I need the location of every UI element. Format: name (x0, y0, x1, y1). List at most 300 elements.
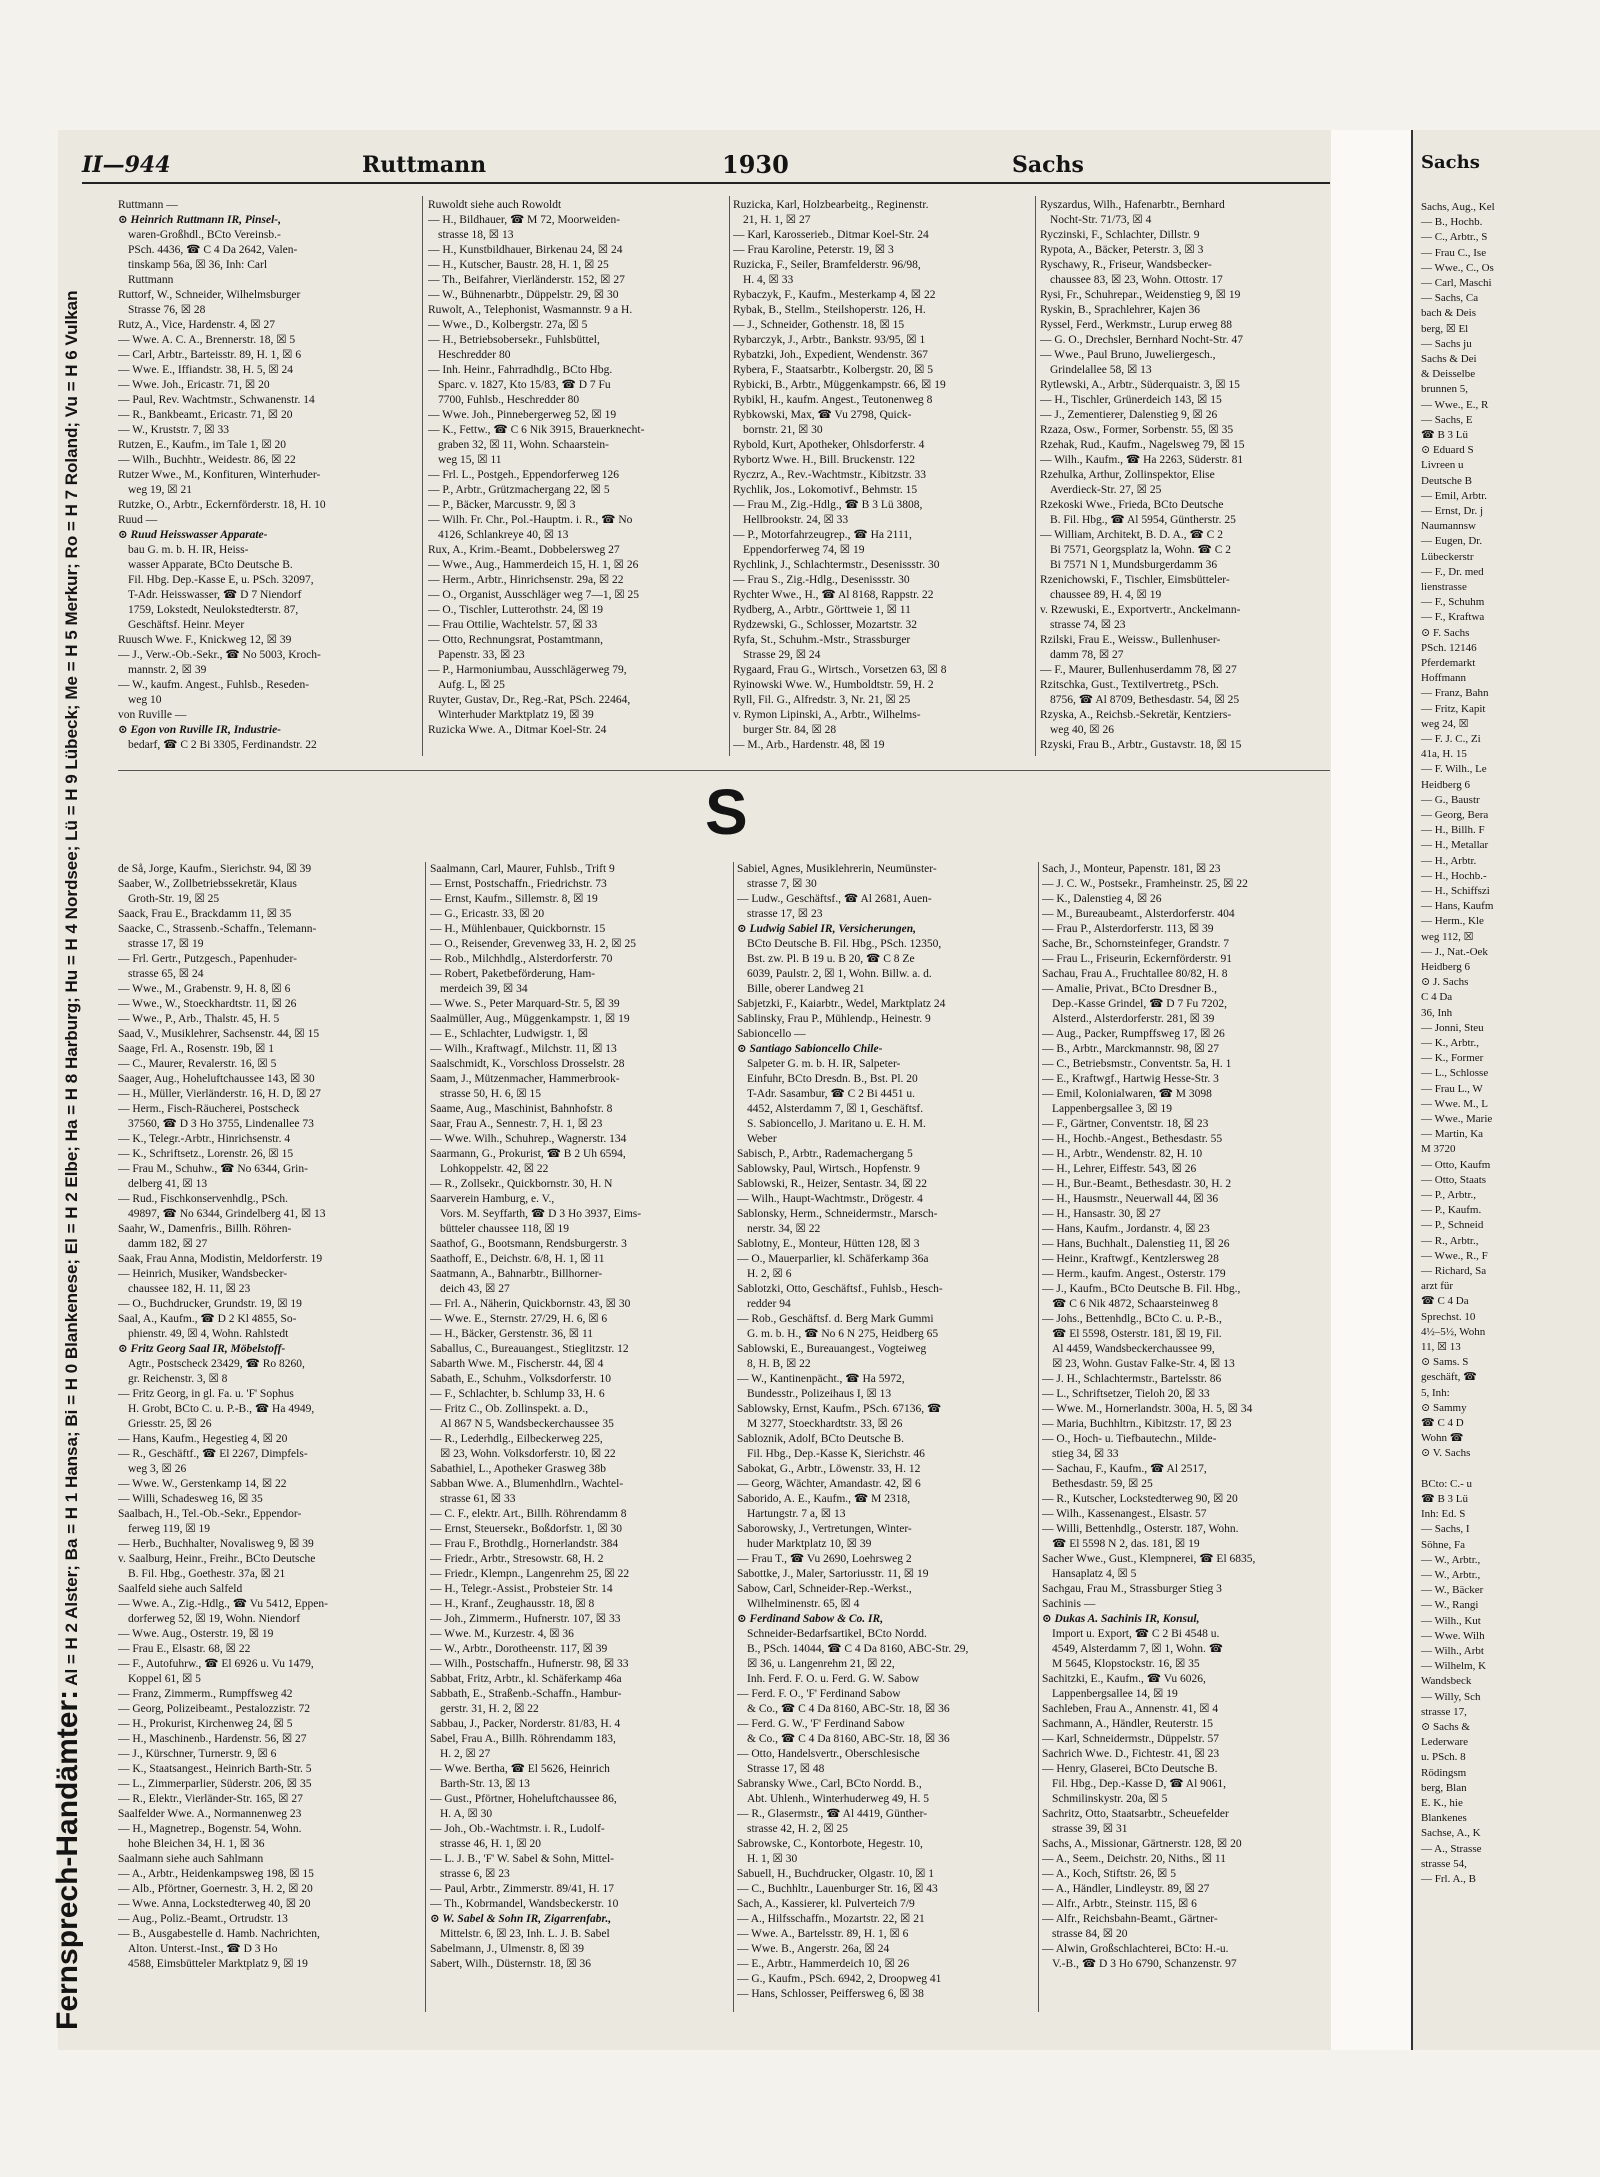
directory-entry-line: — M., Bureaubeamt., Alsterdorferstr. 404 (1042, 908, 1235, 920)
directory-entry-line: redder 94 (747, 1298, 791, 1310)
directory-entry-line: Saar, Frau A., Sennestr. 7, H. 1, ☒ 23 (430, 1118, 603, 1130)
adjacent-entry-line: ☎ C 4 Da (1421, 1295, 1469, 1308)
directory-entry-line: Ruzicka, Karl, Holzbearbeitg., Reginenstr. (733, 199, 929, 211)
column-rule (1038, 862, 1039, 2012)
directory-entry-line: Sach, J., Monteur, Papenstr. 181, ☒ 23 (1042, 863, 1221, 875)
directory-entry-line: Mittelstr. 6, ☒ 23, Inh. L. J. B. Sabel (440, 1928, 610, 1940)
page-gutter (1331, 130, 1411, 2050)
column-rule (733, 862, 734, 2012)
top-column-1 (118, 198, 416, 753)
directory-entry-line: Ruttmann — (118, 199, 178, 211)
adjacent-entry-line: — H., Schiffszi (1421, 885, 1490, 897)
adjacent-entry-line: ☎ C 4 D (1421, 1417, 1464, 1429)
directory-entry-line: Saathoff, E., Deichstr. 6/8, H. 1, ☒ 11 (430, 1253, 605, 1265)
adjacent-entry-line: — Wwe., E., R (1421, 398, 1489, 411)
directory-entry-line: Bi 7571 N 1, Mundsburgerdamm 36 (1050, 559, 1218, 571)
directory-entry-line: strasse 39, ☒ 31 (1052, 1823, 1128, 1835)
adjacent-entry-line: ⊙ J. Sachs (1421, 976, 1469, 989)
directory-entry-line: — Frau E., Elsastr. 68, ☒ 22 (118, 1643, 251, 1655)
directory-entry-line: Ruud — (118, 514, 158, 526)
directory-entry-line: weg 10 (128, 694, 162, 706)
directory-entry-line: gr. Reichenstr. 3, ☒ 8 (128, 1373, 228, 1385)
adjacent-entry-line: — Wilh., Arbt (1421, 1645, 1484, 1657)
directory-entry-line: — H., Müller, Vierländerstr. 16, H. D, ☒ 27 (118, 1088, 321, 1100)
directory-entry-line: Rybicki, B., Arbtr., Müggenkampstr. 66, ☒ 19 (733, 379, 946, 391)
directory-entry-line: — R., Elektr., Vierländer-Str. 165, ☒ 27 (118, 1793, 303, 1805)
directory-entry-line: — C., Buchhltr., Lauenburger Str. 16, ☒ 43 (737, 1883, 938, 1895)
directory-entry-line: — Wwe., Aug., Hammerdeich 15, H. 1, ☒ 26 (428, 559, 639, 571)
directory-entry-line: — Ernst, Kaufm., Sillemstr. 8, ☒ 19 (430, 893, 598, 905)
adjacent-entry-line: berg, ☒ El (1421, 322, 1469, 335)
directory-entry-line: ☒ 23, Wohn. Volksdorferstr. 10, ☒ 22 (440, 1448, 616, 1460)
directory-entry-line: Ryfa, St., Schuhm.-Mstr., Strassburger (733, 634, 911, 646)
directory-entry-line: Saahr, W., Damenfris., Billh. Röhren- (118, 1223, 292, 1235)
directory-entry-line: stieg 34, ☒ 33 (1052, 1448, 1119, 1460)
directory-entry-line: Groth-Str. 19, ☒ 25 (128, 893, 220, 905)
page-number: II—944 (82, 152, 171, 178)
directory-entry-line: Sablotny, E., Monteur, Hütten 128, ☒ 3 (737, 1238, 920, 1250)
directory-entry-line: — Wilh., Haupt-Wachtmstr., Drögestr. 4 (737, 1193, 923, 1205)
adjacent-entry-line: — F., Kraftwa (1421, 611, 1485, 624)
directory-entry-line: Ruwoldt siehe auch Rowoldt (428, 199, 562, 211)
directory-entry-line: Ruyter, Gustav, Dr., Reg.-Rat, PSch. 22464, (428, 694, 631, 706)
adjacent-entry-line: Sachs, Aug., Kel (1421, 201, 1495, 213)
directory-entry-line: — P., Bäcker, Marcusstr. 9, ☒ 3 (428, 499, 576, 511)
directory-entry-line: M 5645, Klopstockstr. 16, ☒ 35 (1052, 1658, 1200, 1670)
adjacent-entry-line: — Sachs, E (1421, 413, 1473, 426)
directory-entry-line: — Wilh., Kraftwagf., Milchstr. 11, ☒ 13 (430, 1043, 617, 1055)
directory-entry-line: 37560, ☎ D 3 Ho 3755, Lindenallee 73 (128, 1118, 314, 1130)
directory-entry-line: Saalschmidt, K., Vorschloss Drosselstr. 28 (430, 1058, 625, 1070)
directory-entry-line: Lohkoppelstr. 42, ☒ 22 (440, 1163, 549, 1175)
directory-entry-line: — O., Reisender, Grevenweg 33, H. 2, ☒ 25 (430, 938, 636, 950)
directory-entry-line: Rybak, B., Stellm., Steilshoperstr. 126, H. (733, 304, 926, 316)
directory-entry-line: strasse 50, H. 6, ☒ 15 (440, 1088, 542, 1100)
directory-entry-line: strasse 46, H. 1, ☒ 20 (440, 1838, 542, 1850)
directory-entry-line: Inh. Ferd. F. O. u. Ferd. G. W. Sabow (747, 1673, 920, 1685)
directory-entry-line: — Wwe., W., Stoeckhardtstr. 11, ☒ 26 (118, 998, 297, 1010)
directory-entry-line: Sabarth Wwe. M., Fischerstr. 44, ☒ 4 (430, 1358, 604, 1370)
directory-entry-line: Schneider-Bedarfsartikel, BCto Nordd. (747, 1628, 927, 1640)
directory-entry-line: — Wwe. M., Kurzestr. 4, ☒ 36 (430, 1628, 574, 1640)
directory-entry-line: — E., Schlachter, Ludwigstr. 1, ☒ (430, 1028, 589, 1040)
directory-entry-line: — Frau F., Brothdlg., Hornerlandstr. 384 (430, 1538, 619, 1550)
directory-entry-line: — Wilh., Buchhtr., Weidestr. 86, ☒ 22 (118, 454, 296, 466)
adjacent-entry-line: 36, Inh (1421, 1006, 1453, 1019)
directory-entry-line: Rychlik, Jos., Lokomotivf., Behmstr. 15 (733, 484, 918, 496)
directory-entry-line: ⊙ Ferdinand Sabow & Co. IR, (737, 1613, 884, 1625)
directory-entry-line: Hartungstr. 7 a, ☒ 13 (747, 1508, 846, 1520)
directory-entry-line: Sabban Wwe. A., Blumenhdlrn., Wachtel- (430, 1478, 624, 1490)
directory-entry-line: — R., Geschäftf., ☎ El 2267, Dimpfels- (118, 1448, 308, 1460)
adjacent-entry-line: ⊙ V. Sachs (1421, 1447, 1471, 1460)
directory-entry-line: — Hans, Kaufm., Jordanstr. 4, ☒ 23 (1042, 1223, 1210, 1235)
directory-entry-line: — Carl, Arbtr., Barteisstr. 89, H. 1, ☒ 6 (118, 349, 302, 361)
directory-entry-line: — Wwe. A. C. A., Brennerstr. 18, ☒ 5 (118, 334, 296, 346)
directory-entry-line: v. Saalburg, Heinr., Freihr., BCto Deutsche (118, 1553, 316, 1565)
column-rule (1035, 196, 1036, 756)
directory-entry-line: — Frl. L., Postgeh., Eppendorferweg 126 (428, 469, 619, 481)
adjacent-entry-line: — G., Baustr (1421, 793, 1480, 806)
directory-entry-line: — K., Schriftsetz., Lorenstr. 26, ☒ 15 (118, 1148, 294, 1160)
directory-entry-line: Sabioncello — (737, 1028, 806, 1040)
directory-entry-line: — F., Gärtner, Conventstr. 18, ☒ 23 (1042, 1118, 1209, 1130)
directory-entry-line: — R., Bankbeamt., Ericastr. 71, ☒ 20 (118, 409, 293, 421)
directory-entry-line: G. m. b. H., ☎ No 6 N 275, Heidberg 65 (747, 1328, 939, 1340)
bottom-column-3 (737, 862, 1037, 2002)
adjacent-entry-line: ⊙ Sammy (1421, 1401, 1467, 1414)
directory-entry-line: Sacher Wwe., Gust., Klempnerei, ☎ El 6835, (1042, 1553, 1256, 1565)
adjacent-entry-line: lienstrasse (1421, 581, 1467, 593)
directory-entry-line: nerstr. 34, ☒ 22 (747, 1223, 821, 1235)
directory-entry-line: Einfuhr, BCto Dresdn. B., Bst. Pl. 20 (747, 1073, 918, 1085)
adjacent-entry-line: — R., Arbtr., (1421, 1234, 1479, 1247)
sidebar-title: Fernsprech-Handämter: (51, 1689, 84, 2030)
directory-entry-line: Nocht-Str. 71/73, ☒ 4 (1050, 214, 1152, 226)
adjacent-entry-line: — Wilhelm, K (1421, 1660, 1487, 1673)
directory-entry-line: Strasse 76, ☒ 28 (128, 304, 206, 316)
directory-entry-line: Sablinsky, Frau P., Mühlendp., Heinestr. 9 (737, 1013, 931, 1025)
directory-entry-line: ⊙ Dukas A. Sachinis IR, Konsul, (1042, 1613, 1200, 1625)
adjacent-entry-line: geschäft, ☎ (1421, 1371, 1477, 1384)
adjacent-entry-line: — Herm., Kle (1421, 915, 1484, 928)
directory-entry-line: — Henry, Glaserei, BCto Deutsche B. (1042, 1763, 1218, 1775)
directory-entry-line: Hellbrookstr. 24, ☒ 33 (743, 514, 849, 526)
directory-entry-line: — H., Kutscher, Baustr. 28, H. 1, ☒ 25 (428, 259, 609, 271)
bottom-column-1 (118, 862, 418, 1972)
directory-entry-line: — Hans, Schlosser, Peiffersweg 6, ☒ 38 (737, 1988, 924, 2000)
directory-entry-line: — Karl, Karosseriеb., Ditmar Koel-Str. 24 (733, 229, 929, 241)
directory-entry-line: 4452, Alsterdamm 7, ☒ 1, Geschäftsf. (747, 1103, 924, 1115)
directory-entry-line: — K., Staatsangest., Heinrich Barth-Str. 5 (118, 1763, 312, 1775)
directory-entry-line: — Aug., Packer, Rumpffsweg 17, ☒ 26 (1042, 1028, 1225, 1040)
adjacent-entry-line: — H., Billh. F (1421, 824, 1485, 837)
directory-entry-line: Sablowsky, Paul, Wirtsch., Hopfenstr. 9 (737, 1163, 920, 1175)
directory-entry-line: Ryczrz, A., Rev.-Wachtmstr., Kibitzstr. 33 (733, 469, 927, 481)
adjacent-entry-line: ⊙ F. Sachs (1421, 626, 1470, 639)
directory-entry-line: T-Adr. Sasambur, ☎ C 2 Bi 4451 u. (747, 1088, 916, 1100)
top-column-3 (733, 198, 1029, 753)
directory-entry-line: — Wwe. E., Sternstr. 27/29, H. 6, ☒ 6 (430, 1313, 608, 1325)
directory-entry-line: — H., Mühlenbauer, Quickbornstr. 15 (430, 923, 606, 935)
directory-entry-line: gerstr. 31, H. 2, ☒ 22 (440, 1703, 539, 1715)
directory-entry-line: ☒ 36, u. Langenrehm 21, ☒ 22, (747, 1658, 895, 1670)
directory-entry-line: Sabbau, J., Packer, Norderstr. 81/83, H. 4 (430, 1718, 621, 1730)
directory-entry-line: — Ferd. F. O., 'F' Ferdinand Sabow (737, 1688, 901, 1700)
directory-entry-line: — R., Kutscher, Lockstedterweg 90, ☒ 20 (1042, 1493, 1238, 1505)
adjacent-entry-line: 41a, H. 15 (1421, 748, 1467, 761)
adjacent-entry-line: ☎ B 3 Lü (1421, 429, 1469, 441)
adjacent-entry-line: — W., Rangi (1421, 1599, 1479, 1612)
directory-entry-line: Vors. M. Seyffarth, ☎ D 3 Ho 3937, Eims- (440, 1208, 642, 1220)
directory-entry-line: weg 19, ☒ 21 (128, 484, 192, 496)
directory-entry-line: — Herm., Arbtr., Hinrichsenstr. 29a, ☒ 22 (428, 574, 624, 586)
directory-entry-line: Dep.-Kasse Grindel, ☎ D 7 Fu 7202, (1052, 998, 1227, 1010)
directory-entry-line: — R., Glasermstr., ☎ Al 4419, Günther- (737, 1808, 928, 1820)
directory-entry-line: Sablonsky, Herm., Schneidermstr., Marsch- (737, 1208, 938, 1220)
directory-entry-line: Rzekoski Wwe., Frieda, BCto Deutsche (1040, 499, 1224, 511)
directory-entry-line: Saame, Aug., Maschinist, Bahnhofstr. 8 (430, 1103, 613, 1115)
directory-entry-line: Griesstr. 25, ☒ 26 (128, 1418, 212, 1430)
adjacent-entry-line: & Deisselbe (1421, 368, 1476, 381)
directory-entry-line: Abt. Uhlenh., Winterhuderweg 49, H. 5 (747, 1793, 930, 1805)
directory-entry-line: — A., Koch, Stiftstr. 26, ☒ 5 (1042, 1868, 1176, 1880)
adjacent-entry-line: — P., Schneid (1421, 1219, 1484, 1232)
directory-entry-line: Lappenbergsallee 3, ☒ 19 (1052, 1103, 1172, 1115)
directory-entry-line: strasse 17, ☒ 23 (747, 908, 823, 920)
directory-entry-line: Rybkowski, Max, ☎ Vu 2798, Quick- (733, 409, 912, 421)
directory-entry-line: — Wwe. Anna, Lockstedterweg 40, ☒ 20 (118, 1898, 311, 1910)
directory-entry-line: — Frau L., Friseurin, Eckernförderstr. 91 (1042, 953, 1233, 965)
adjacent-entry-line: Lederware (1421, 1736, 1469, 1749)
adjacent-entry-line: — Hans, Kaufm (1421, 900, 1494, 913)
adjacent-entry-line: — Ernst, Dr. j (1421, 505, 1484, 517)
directory-entry-line: 1759, Lokstedt, Neulokstedterstr. 87, (128, 604, 299, 616)
directory-entry-line: — Willi, Schadesweg 16, ☒ 35 (118, 1493, 263, 1505)
directory-entry-line: Barth-Str. 13, ☒ 13 (440, 1778, 530, 1790)
directory-entry-line: — P., Motorfahrzeugrep., ☎ Ha 2111, (733, 529, 912, 541)
directory-entry-line: Rutz, A., Vice, Hardenstr. 4, ☒ 27 (118, 319, 275, 331)
directory-entry-line: — Paul, Rev. Wachtmstr., Schwanenstr. 14 (118, 394, 315, 406)
directory-entry-line: M 3277, Stoeckhardtstr. 33, ☒ 26 (747, 1418, 903, 1430)
adjacent-entry-line: — H., Hochb.- (1421, 869, 1487, 882)
directory-entry-line: Rytlewski, A., Arbtr., Süderquaistr. 3, ☒ 15 (1040, 379, 1240, 391)
directory-entry-line: — Wilh., Kaufm., ☎ Ha 2263, Süderstr. 81 (1040, 454, 1244, 466)
directory-entry-line: 49897, ☎ No 6344, Grindelberg 41, ☒ 13 (128, 1208, 326, 1220)
directory-entry-line: BCto Deutsche B. Fil. Hbg., PSch. 12350, (747, 938, 942, 950)
directory-entry-line: Strasse 17, ☒ 48 (747, 1763, 825, 1775)
directory-entry-line: — J., Verw.-Ob.-Sekr., ☎ No 5003, Kroch- (118, 649, 321, 661)
directory-entry-line: 6039, Paulstr. 2, ☒ 1, Wohn. Billw. a. d. (747, 968, 932, 980)
adjacent-entry-line: — Jonni, Steu (1421, 1021, 1484, 1034)
adjacent-entry-line: 5, Inh: (1421, 1386, 1450, 1399)
directory-entry-line: — Frau M., Zig.-Hdlg., ☎ B 3 Lü 3808, (733, 499, 923, 511)
directory-entry-line: — Rob., Milchhdlg., Alsterdorferstr. 70 (430, 953, 613, 965)
directory-entry-line: 7700, Fuhlsb., Heschredder 80 (438, 394, 580, 406)
adjacent-entry-line: Sprechst. 10 (1421, 1310, 1476, 1323)
directory-entry-line: de Så, Jorge, Kaufm., Sierichstr. 94, ☒ 39 (118, 863, 312, 875)
top-column-4 (1040, 198, 1330, 753)
directory-entry-line: Saborowsky, J., Vertretungen, Winter- (737, 1523, 912, 1535)
telephone-exchange-sidebar (51, 290, 120, 2030)
sidebar-legend: Al = H 2 Alster; Ba = H 1 Hansa; Bi = H 0 Blankenese; El = H 2 Elbe; Ha = H 8 Harburg; Hu = H 4 Nordsee; Lü = H 9 Lübeck; Me = H 5 Merkur; Ro = H 7 Roland; Vu = H 6 Vulkan (62, 290, 81, 1686)
directory-entry-line: Saarverein Hamburg, e. V., (430, 1193, 555, 1205)
adjacent-entry-line: Wohn ☎ (1421, 1432, 1464, 1445)
directory-entry-line: v. Rzewuski, E., Exportvertr., Anckelmann- (1040, 604, 1241, 616)
directory-entry-line: T-Adr. Heisswasser, ☎ D 7 Niendorf (128, 589, 302, 601)
directory-entry-line: — H., Maschinenb., Hardenstr. 56, ☒ 27 (118, 1733, 307, 1745)
directory-entry-line: Fil. Hbg. Dep.-Kasse E, u. PSch. 32097, (128, 574, 314, 586)
adjacent-entry-line: — Wwe., C., Os (1421, 261, 1494, 274)
directory-entry-line: bedarf, ☎ C 2 Bi 3305, Ferdinandstr. 22 (128, 739, 317, 751)
directory-entry-line: phienstr. 49, ☒ 4, Wohn. Rahlstedt (128, 1328, 289, 1340)
adjacent-entry-line: Inh: Ed. S (1421, 1508, 1466, 1521)
adjacent-entry-line: — F. Wilh., Le (1421, 763, 1487, 776)
directory-entry-line: — Wwe. S., Peter Marquard-Str. 5, ☒ 39 (430, 998, 620, 1010)
adjacent-entry-line: — Wwe. M., L (1421, 1097, 1489, 1110)
directory-entry-line: — P., Arbtr., Grützmachergang 22, ☒ 5 (428, 484, 610, 496)
directory-entry-line: Rzaza, Osw., Former, Sorbenstr. 55, ☒ 35 (1040, 424, 1234, 436)
directory-entry-line: — H., Lehrer, Eiffestr. 543, ☒ 26 (1042, 1163, 1197, 1175)
directory-entry-line: Sabuell, H., Buchdrucker, Olgastr. 10, ☒ 1 (737, 1868, 935, 1880)
adjacent-entry-line: — B., Hochb. (1421, 216, 1483, 229)
directory-entry-line: — Wwe. B., Angerstr. 26a, ☒ 24 (737, 1943, 890, 1955)
directory-entry-line: Sach, A., Kassierer, kl. Pulverteich 7/9 (737, 1898, 915, 1910)
directory-entry-line: — Otto, Rechnungsrat, Postamtmann, (428, 634, 604, 646)
directory-entry-line: ⊙ Ruud Heisswasser Apparate- (118, 529, 268, 541)
directory-entry-line: strasse 7, ☒ 30 (747, 878, 817, 890)
directory-entry-line: — Wwe. Bertha, ☎ El 5626, Heinrich (430, 1763, 610, 1775)
directory-entry-line: Sabloznik, Adolf, BCto Deutsche B. (737, 1433, 905, 1445)
adjacent-entry-line: — Carl, Maschi (1421, 277, 1492, 289)
directory-entry-line: — R., Zollsekr., Quickbornstr. 30, H. N (430, 1178, 613, 1190)
directory-entry-line: Ryszardus, Wilh., Hafenarbtr., Bernhard (1040, 199, 1225, 211)
directory-entry-line: — Wwe. Joh., Ericastr. 71, ☒ 20 (118, 379, 270, 391)
directory-entry-line: — Herb., Buchhalter, Novalisweg 9, ☒ 39 (118, 1538, 314, 1550)
directory-entry-line: Wilhelminenstr. 65, ☒ 4 (747, 1598, 860, 1610)
directory-entry-line: Sabottke, J., Maler, Sartoriusstr. 11, ☒ 19 (737, 1568, 929, 1580)
directory-entry-line: Alsterd., Alsterdorferstr. 281, ☒ 39 (1052, 1013, 1215, 1025)
directory-entry-line: — G., Ericastr. 33, ☒ 20 (430, 908, 545, 920)
directory-entry-line: waren-Großhdl., BCto Vereinsb.- (128, 229, 281, 241)
directory-entry-line: — H., Bäcker, Gerstenstr. 36, ☒ 11 (430, 1328, 594, 1340)
directory-entry-line: Saam, J., Mützenmacher, Hammerbrook- (430, 1073, 620, 1085)
adjacent-entry-line: — H., Arbtr. (1421, 854, 1477, 867)
directory-entry-line: Rygaard, Frau G., Wirtsch., Vorsetzen 63, ☒ 8 (733, 664, 947, 676)
directory-entry-line: Bst. zw. Pl. B 19 u. B 20, ☎ C 8 Ze (747, 953, 915, 965)
directory-entry-line: Sablowski, R., Heizer, Sentastr. 34, ☒ 22 (737, 1178, 927, 1190)
directory-entry-line: — Frau S., Zig.-Hdlg., Desenissstr. 30 (733, 574, 910, 586)
directory-entry-line: Ruttmann (128, 274, 174, 286)
directory-entry-line: S. Sabioncello, J. Maritano u. E. H. M. (747, 1118, 926, 1130)
directory-entry-line: — C. F., elektr. Art., Billh. Röhrendamm 8 (430, 1508, 627, 1520)
directory-entry-line: Sachgau, Frau M., Strassburger Stieg 3 (1042, 1583, 1222, 1595)
page-header (82, 150, 1330, 184)
directory-entry-line: Bi 7571, Georgsplatz la, Wohn. ☎ C 2 (1050, 544, 1231, 556)
adjacent-entry-line: — Sachs, Ca (1421, 292, 1479, 305)
directory-entry-line: Al 4459, Wandsbeckerchaussee 99, (1052, 1343, 1215, 1355)
adjacent-entry-line: — F., Dr. med (1421, 565, 1484, 578)
directory-entry-line: — B., Arbtr., Marckmannstr. 98, ☒ 27 (1042, 1043, 1220, 1055)
directory-entry-line: — Frau T., ☎ Vu 2690, Loehrsweg 2 (737, 1553, 912, 1565)
directory-entry-line: Ryssel, Ferd., Werkmstr., Lurup erweg 88 (1040, 319, 1232, 331)
directory-entry-line: — H., Hausmstr., Neuerwall 44, ☒ 36 (1042, 1193, 1219, 1205)
directory-entry-line: — B., Ausgabestelle d. Hamb. Nachrichten, (118, 1928, 320, 1940)
directory-entry-line: weg 40, ☒ 26 (1050, 724, 1114, 736)
directory-entry-line: — C., Betriebsmstr., Conventstr. 5a, H. 1 (1042, 1058, 1232, 1070)
directory-entry-line: Saage, Frl. A., Rosenstr. 19b, ☒ 1 (118, 1043, 274, 1055)
directory-entry-line: Sache, Br., Schornsteinfeger, Grandstr. 7 (1042, 938, 1230, 950)
section-divider (118, 770, 1330, 771)
directory-entry-line: — O., Organist, Ausschläger weg 7—1, ☒ 25 (428, 589, 640, 601)
directory-entry-line: — Th., Kobrmandel, Wandsbeckerstr. 10 (430, 1898, 619, 1910)
directory-entry-line: — O., Hoch- u. Tiefbautechn., Milde- (1042, 1433, 1217, 1445)
directory-entry-line: Rybera, F., Staatsarbtr., Kolbergstr. 20, ☒ 5 (733, 364, 934, 376)
directory-entry-line: & Co., ☎ C 4 Da 8160, ABC-Str. 18, ☒ 36 (747, 1703, 950, 1715)
directory-entry-line: 8, H. B, ☒ 22 (747, 1358, 811, 1370)
directory-entry-line: strasse 74, ☒ 23 (1050, 619, 1126, 631)
adjacent-entry-line: Söhne, Fa (1421, 1538, 1465, 1551)
adjacent-entry-line: bach & Deis (1421, 307, 1476, 320)
directory-entry-line: Heschredder 80 (438, 349, 511, 361)
adjacent-entry-line: — W., Arbtr., (1421, 1553, 1481, 1566)
directory-entry-line: — Wwe. A., Zig.-Hdlg., ☎ Vu 5412, Eppen- (118, 1598, 328, 1610)
directory-entry-line: Ruzicka, F., Seiler, Bramfelderstr. 96/98, (733, 259, 921, 271)
directory-entry-line: Averdieck-Str. 27, ☒ 25 (1050, 484, 1162, 496)
directory-entry-line: — Herm., kaufm. Angest., Osterstr. 179 (1042, 1268, 1226, 1280)
adjacent-entry-line: — Wwe., Marie (1421, 1113, 1493, 1125)
directory-entry-line: Sachinis — (1042, 1598, 1096, 1610)
directory-entry-line: — Ernst, Postschaffn., Friedrichstr. 73 (430, 878, 607, 890)
directory-entry-line: Saalfelder Wwe. A., Normannenweg 23 (118, 1808, 302, 1820)
directory-entry-line: — Joh., Ob.-Wachtmstr. i. R., Ludolf- (430, 1823, 605, 1835)
directory-entry-line: H. 4, ☒ 33 (743, 274, 794, 286)
adjacent-entry-line: — L., Schlosse (1421, 1067, 1489, 1080)
directory-entry-line: — Frl. Gertr., Putzgesch., Papenhuder- (118, 953, 297, 965)
directory-entry-line: Rybold, Kurt, Apotheker, Ohlsdorferstr. 4 (733, 439, 925, 451)
directory-entry-line: Sabiel, Agnes, Musiklehrerin, Neumünster- (737, 863, 937, 875)
directory-entry-line: ⊙ Egon von Ruville IR, Industrie- (118, 724, 281, 736)
directory-entry-line: — Wwe. Aug., Osterstr. 19, ☒ 19 (118, 1628, 274, 1640)
directory-entry-line: — G., Kaufm., PSch. 6942, 2, Droopweg 41 (737, 1973, 942, 1985)
directory-entry-line: — Frau Ottilie, Wachtelstr. 57, ☒ 33 (428, 619, 598, 631)
directory-entry-line: — O., Mauerparlier, kl. Schäferkamp 36a (737, 1253, 929, 1265)
adjacent-entry-line: — C., Arbtr., S (1421, 231, 1488, 244)
directory-entry-line: — Alfr., Arbtr., Steinstr. 115, ☒ 6 (1042, 1898, 1197, 1910)
directory-entry-line: ⊙ Santiago Sabioncello Chile- (737, 1043, 883, 1055)
adjacent-entry-line: strasse 17, (1421, 1705, 1467, 1718)
directory-entry-line: — H., Prokurist, Kirchenweg 24, ☒ 5 (118, 1718, 293, 1730)
adjacent-entry-line: ⊙ Sams. S (1421, 1356, 1469, 1369)
directory-entry-line: Sachau, Frau A., Fruchtallee 80/82, H. 8 (1042, 968, 1228, 980)
directory-entry-line: — K., Dalenstieg 4, ☒ 26 (1042, 893, 1162, 905)
directory-entry-line: hohe Bleichen 34, H. 1, ☒ 36 (128, 1838, 265, 1850)
directory-entry-line: — Friedr., Klempn., Langenrehm 25, ☒ 22 (430, 1568, 630, 1580)
directory-entry-line: — Wwe., Paul Bruno, Juweliergesch., (1040, 349, 1216, 361)
directory-entry-line: — Maria, Buchhltrn., Kibitzstr. 17, ☒ 23 (1042, 1418, 1232, 1430)
directory-entry-line: H. 1, ☒ 30 (747, 1853, 798, 1865)
directory-entry-line: — H., Betriebsobersekr., Fuhlsbüttel, (428, 334, 600, 346)
directory-entry-line: strasse 18, ☒ 13 (438, 229, 514, 241)
adjacent-entry-line: ⊙ Eduard S (1421, 444, 1474, 457)
directory-entry-line: weg 15, ☒ 11 (438, 454, 502, 466)
directory-entry-line: Saaber, W., Zollbetriebssekretär, Klaus (118, 878, 297, 890)
adjacent-entry-line: Hoffmann (1421, 672, 1467, 685)
directory-entry-line: — H., Arbtr., Wendenstr. 82, H. 10 (1042, 1148, 1203, 1160)
directory-entry-line: — Wwe. Wilh., Schuhrep., Wagnerstr. 134 (430, 1133, 627, 1145)
directory-entry-line: chaussee 83, ☒ 23, Wohn. Ottostr. 17 (1050, 274, 1223, 286)
directory-entry-line: Papenstr. 33, ☒ 23 (438, 649, 525, 661)
adjacent-entry-line: — F., Schuhm (1421, 596, 1485, 609)
directory-entry-line: — Rob., Geschäftsf. d. Berg Mark Gummi (737, 1313, 934, 1325)
directory-entry-line: — Herm., Fisch-Räucherei, Postscheck (118, 1103, 300, 1115)
directory-entry-line: Sabath, E., Schuhm., Volksdorferstr. 10 (430, 1373, 612, 1385)
adjacent-entry-line: Rödingsm (1421, 1766, 1467, 1779)
directory-entry-line: ☎ C 6 Nik 4872, Schaarsteinweg 8 (1052, 1298, 1219, 1310)
adjacent-entry-line: weg 112, ☒ (1421, 930, 1474, 943)
directory-entry-line: Ruwolt, A., Telephonist, Wasmannstr. 9 a H. (428, 304, 633, 316)
adjacent-entry-line: — Frl. A., B (1421, 1873, 1477, 1885)
directory-entry-line: damm 78, ☒ 27 (1050, 649, 1124, 661)
adjacent-entry-line: — W., Bäcker (1421, 1584, 1484, 1597)
directory-entry-line: — W., Bühnenarbtr., Düppelstr. 29, ☒ 30 (428, 289, 619, 301)
directory-entry-line: — H., Kunstbildhauer, Birkenau 24, ☒ 24 (428, 244, 623, 256)
directory-entry-line: wasser Apparate, BCto Deutsche B. (128, 559, 293, 571)
directory-entry-line: delberg 41, ☒ 13 (128, 1178, 208, 1190)
directory-entry-line: H. Grobt, BCto C. u. P.-B., ☎ Ha 4949, (128, 1403, 315, 1415)
adjacent-entry-line: — F. J. C., Zi (1421, 733, 1481, 745)
adjacent-entry-line: Heidberg 6 (1421, 778, 1470, 791)
